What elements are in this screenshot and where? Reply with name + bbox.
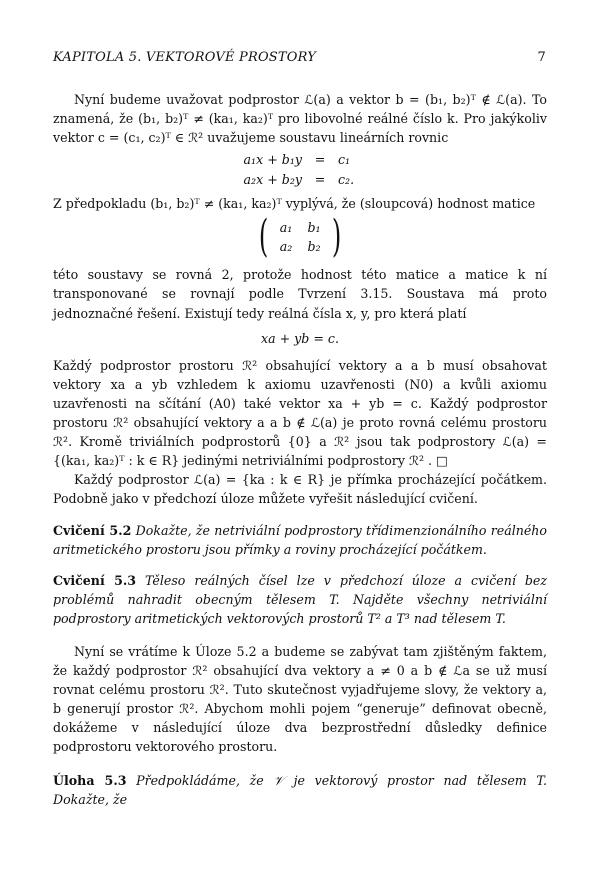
equation-operator: = [314,152,326,168]
exercise-title: Cvičení 5.2 [53,522,132,538]
running-header [53,50,546,66]
left-parenthesis: ( [258,211,269,263]
equation-lhs: a₁x + b₁y [243,152,302,168]
exercise [53,571,547,628]
paragraph: Každý podprostor ℒ(a) = {ka : k ∈ R} je přímka procházející počátkem. Podobně jako v předchozí úloze můžete vyřešit následující cvičení. [53,472,547,507]
chapter-title: KAPITOLA 5. VEKTOROVÉ PROSTORY [53,50,317,65]
exercise-text: Dokažte, že netriviální podprostory třídimenzionálního reálného aritmetického prostoru jsou přímky a roviny procházející počátkem. [53,522,547,557]
paragraph: Nyní se vrátíme k Úloze 5.2 a budeme se zabývat tam zjištěným faktem, že každý podprostor ℛ² obsahující dva vektory a ≠ 0 a b ∉ ℒa se už musí rovnat celému prostoru ℛ². Tuto skutečnost vyjadřujeme slovy, že vektory a, b generují prostor ℛ². Abychom mohli pojem “generuje” definovat obecně, dokážeme v následující úloze dva bezprostřední důsledky definice podprostoru vektorového prostoru. [53,643,547,755]
matrix-entry: b₁ [307,219,321,235]
matrix-entry: b₂ [307,238,321,254]
paragraph: této soustavy se rovná 2, protože hodnost této matice a matice k ní transponované se rovnají podle Tvrzení 3.15. Soustava má proto jednoznačné řešení. Existují tedy reálná čísla x, y, pro která platí [53,267,547,321]
equation-rhs: c₂. [338,172,355,188]
exercise [53,521,547,559]
exercise-text: Těleso reálných čísel lze v předchozí úloze a cvičení bez problémů nahradit obecným tělesem T. Najděte všechny netriviální podprostory aritmetických vektorových prostorů T² a T³ nad tělesem T. [53,572,547,626]
equation-system [65,150,547,190]
display-equation: xa + yb = c. [261,330,339,346]
right-parenthesis: ) [331,211,342,263]
task-text: Předpokládáme, že 𝒱 je vektorový prostor nad tělesem T. Dokažte, že [53,772,547,807]
exercise-title: Cvičení 5.3 [53,572,136,588]
equation-rhs: c₁ [338,152,351,168]
matrix-entry: a₂ [279,238,293,254]
matrix-entry: a₁ [279,219,293,235]
paragraph: Z předpokladu (b₁, b₂)ᵀ ≠ (ka₁, ka₂)ᵀ vyplývá, že (sloupcová) hodnost matice [53,196,536,212]
task-title: Úloha 5.3 [53,772,127,788]
task [53,771,547,809]
paragraph: Nyní budeme uvažovat podprostor ℒ(a) a vektor b = (b₁, b₂)ᵀ ∉ ℒ(a). To znamená, že (b₁, b₂)ᵀ ≠ (ka₁, ka₂)ᵀ pro libovolné reálné číslo k. Pro jakýkoliv vektor c = (c₁, c₂)ᵀ ∈ ℛ² uvažujeme soustavu lineárních rovnic [53,92,547,146]
equation-operator: = [314,172,326,188]
paragraph: Každý podprostor prostoru ℛ² obsahující vektory a a b musí obsahovat vektory xa a yb vzhledem k axiomu uzavřenosti (N0) a kvůli axiomu uzavřenosti na sčítání (A0) také vektor xa + yb = c. Každý podprostor prostoru ℛ² obsahující vektory a a b ∉ ℒ(a) je proto rovná celému prostoru ℛ². Kromě triviálních podprostorů {0} a ℛ² jsou tak podprostory ℒ(a) = {(ka₁, ka₂)ᵀ : k ∈ R} jedinými netriviálními podprostory ℛ² . □ [53,357,547,469]
page-body [53,90,547,809]
page-number: 7 [537,50,546,65]
equation-lhs: a₂x + b₂y [243,172,302,188]
matrix [53,211,547,263]
